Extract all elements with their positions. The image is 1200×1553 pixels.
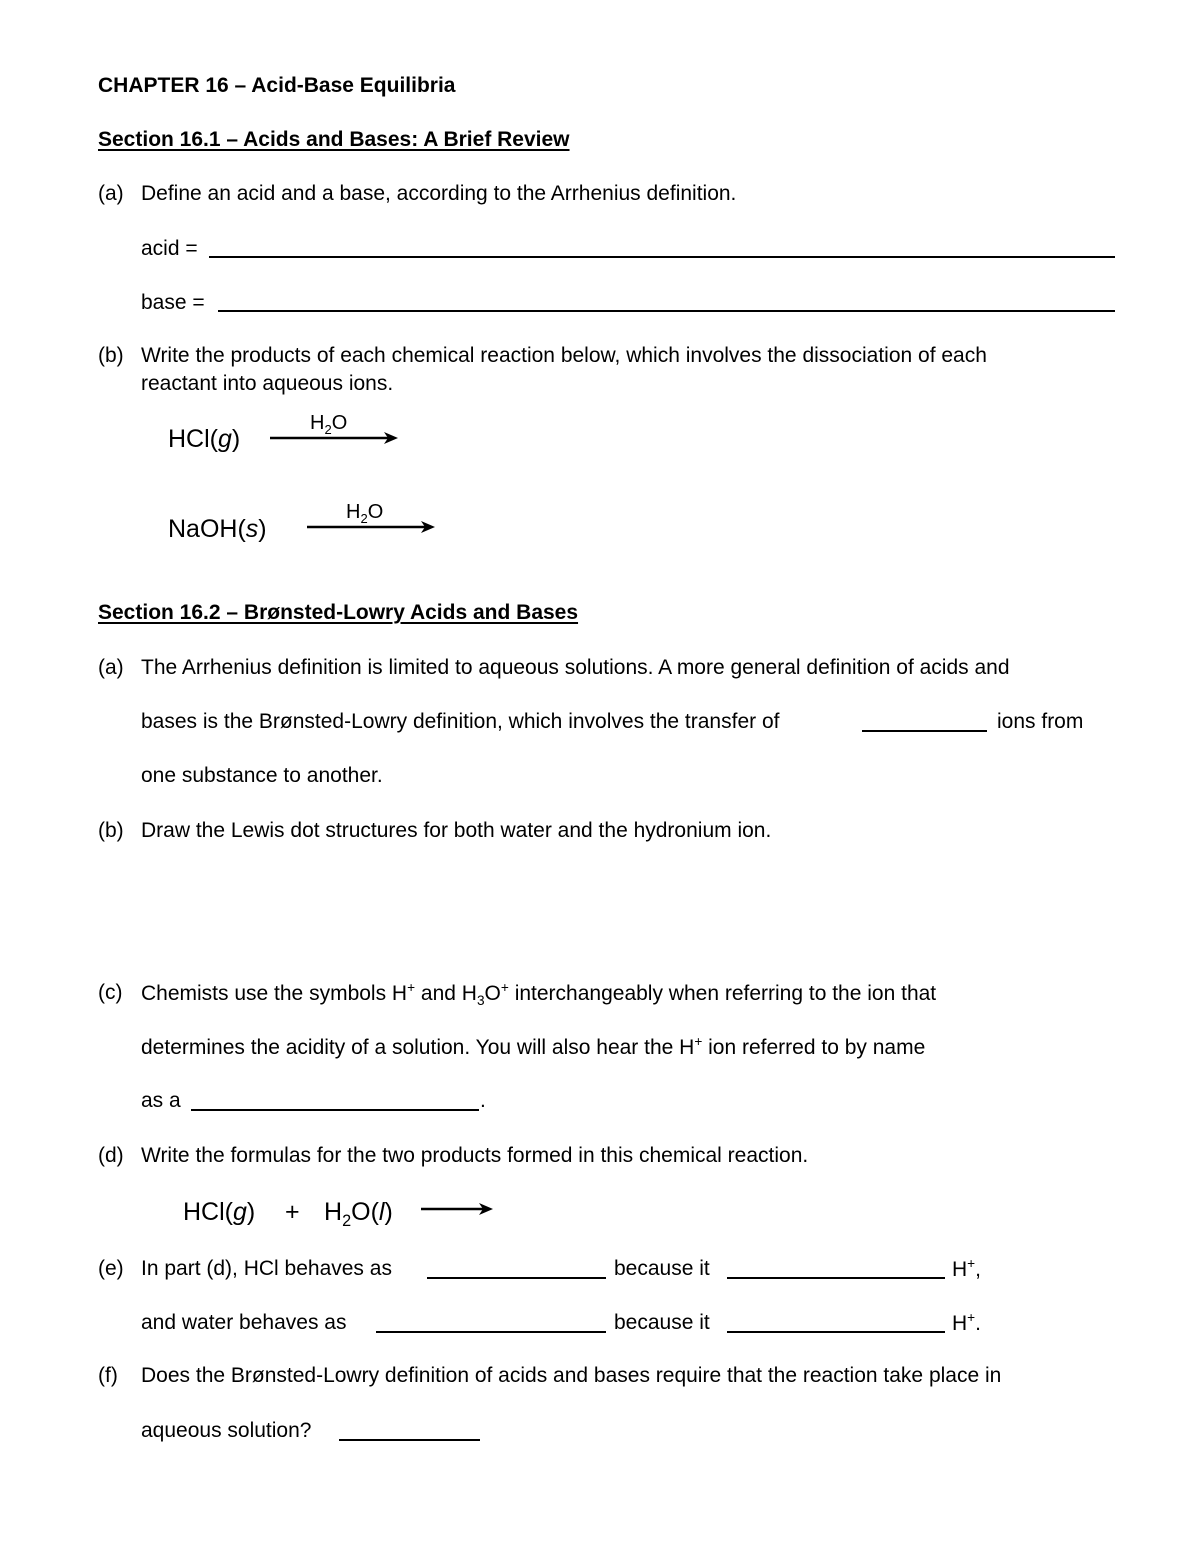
question-2c-label: (c) [98, 981, 123, 1004]
reaction-2-arrow [305, 519, 439, 535]
aqueous-answer-blank[interactable] [339, 1439, 480, 1441]
water-role-blank[interactable] [376, 1331, 606, 1333]
question-2c-period: . [480, 1089, 486, 1112]
question-2f-line2: aqueous solution? [141, 1419, 312, 1442]
question-2b-label: (b) [98, 819, 124, 842]
question-2d-text: Write the formulas for the two products formed in this chemical reaction. [141, 1144, 809, 1167]
reaction-1-solvent: $H_2O$ [310, 412, 348, 437]
section-16-2-heading: Section 16.2 – Brønsted-Lowry Acids and Bases [98, 601, 579, 624]
question-2a-line2-pre: bases is the Brønsted-Lowry definition, which involves the transfer of [141, 710, 780, 733]
reaction-d-plus: + [285, 1198, 300, 1226]
section-16-1-heading: Section 16.1 – Acids and Bases: A Brief Review [98, 128, 570, 151]
question-2f-line1: Does the Brønsted-Lowry definition of acids and bases require that the reaction take place in [141, 1364, 1002, 1387]
acid-label: acid = [141, 237, 198, 260]
reaction-1-arrow [268, 430, 402, 446]
hcl-action-blank[interactable] [727, 1277, 945, 1279]
question-2a-line2-post: ions from [997, 710, 1084, 733]
question-2e-line1-pre: In part (d), HCl behaves as [141, 1257, 392, 1280]
reaction-naoh: NaOH(s) [168, 515, 267, 543]
reaction-d-reactant-2: $H_2O(l)$ [324, 1198, 393, 1230]
question-2c-line3-pre: as a [141, 1089, 181, 1112]
question-2a-line1: The Arrhenius definition is limited to aqueous solutions. A more general definition of acids and [141, 656, 1010, 679]
chapter-title: CHAPTER 16 – Acid-Base Equilibria [98, 74, 456, 97]
question-2d-label: (d) [98, 1144, 124, 1167]
question-2e-line2-end: H+. [952, 1310, 981, 1335]
proton-answer-blank[interactable] [862, 730, 987, 732]
question-2a-line3: one substance to another. [141, 764, 383, 787]
question-2e-because-1: because it [614, 1257, 710, 1280]
question-2a-label: (a) [98, 656, 124, 679]
question-1b-line2: reactant into aqueous ions. [141, 372, 394, 395]
question-1b-label: (b) [98, 344, 124, 367]
question-2f-label: (f) [98, 1364, 118, 1387]
question-2c-line2: determines the acidity of a solution. You will also hear the H+ ion referred to by name [141, 1034, 926, 1059]
question-1a-label: (a) [98, 182, 124, 205]
question-2e-line2-pre: and water behaves as [141, 1311, 347, 1334]
reaction-d-arrow [419, 1201, 497, 1217]
question-1b-line1: Write the products of each chemical reaction below, which involves the dissociation of each [141, 344, 987, 367]
reaction-2-solvent: $H_2O$ [346, 501, 384, 526]
reaction-d-reactant-1: HCl(g) [183, 1198, 256, 1226]
water-action-blank[interactable] [727, 1331, 945, 1333]
question-2c-line1: Chemists use the symbols H+ and $H_3O^+$ interchangeably when referring to the ion that [141, 980, 937, 1009]
acid-answer-blank[interactable] [209, 256, 1115, 258]
question-2b-text: Draw the Lewis dot structures for both water and the hydronium ion. [141, 819, 772, 842]
question-1a-text: Define an acid and a base, according to the Arrhenius definition. [141, 182, 737, 205]
hcl-role-blank[interactable] [427, 1277, 606, 1279]
question-2e-label: (e) [98, 1257, 124, 1280]
hydronium-name-blank[interactable] [191, 1109, 479, 1111]
base-label: base = [141, 291, 205, 314]
question-2e-because-2: because it [614, 1311, 710, 1334]
reaction-hcl: HCl(g) [168, 425, 241, 453]
base-answer-blank[interactable] [218, 310, 1115, 312]
question-2e-line1-end: H+, [952, 1256, 981, 1281]
